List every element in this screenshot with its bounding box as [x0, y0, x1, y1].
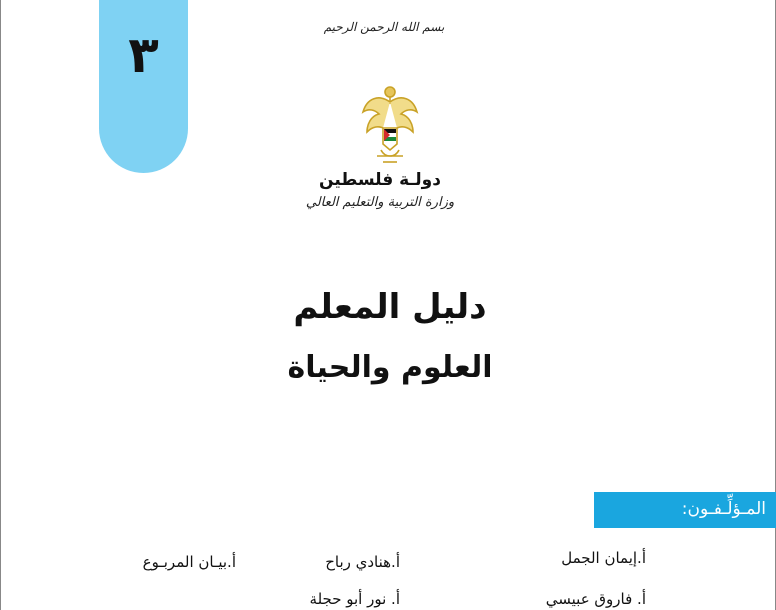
author-name: أ.بيـان المربـوع: [142, 553, 236, 571]
book-subject: العلوم والحياة: [287, 350, 493, 385]
basmala: بسم الله الرحمن الرحيم: [323, 20, 445, 34]
state-name: دولـة فلسطين: [319, 170, 441, 190]
grade-tab: [99, 0, 188, 173]
ministry-name: وزارة التربية والتعليم العالي: [305, 195, 455, 210]
authors-header-bar: [594, 492, 776, 528]
authors-label: المـؤلِّـفـون:: [681, 499, 766, 519]
book-title: دليل المعلم: [293, 287, 487, 327]
author-name: أ. فاروق عبيسي: [545, 590, 646, 608]
author-name: أ.هنادي رباح: [325, 553, 400, 571]
grade-number: ٣: [128, 26, 159, 84]
author-name: أ.إيمان الجمل: [561, 549, 646, 567]
palestinian-eagle-emblem-icon: [359, 82, 421, 168]
page-left-border: [0, 0, 1, 610]
author-name: أ. نور أبو حجلة: [309, 590, 400, 608]
